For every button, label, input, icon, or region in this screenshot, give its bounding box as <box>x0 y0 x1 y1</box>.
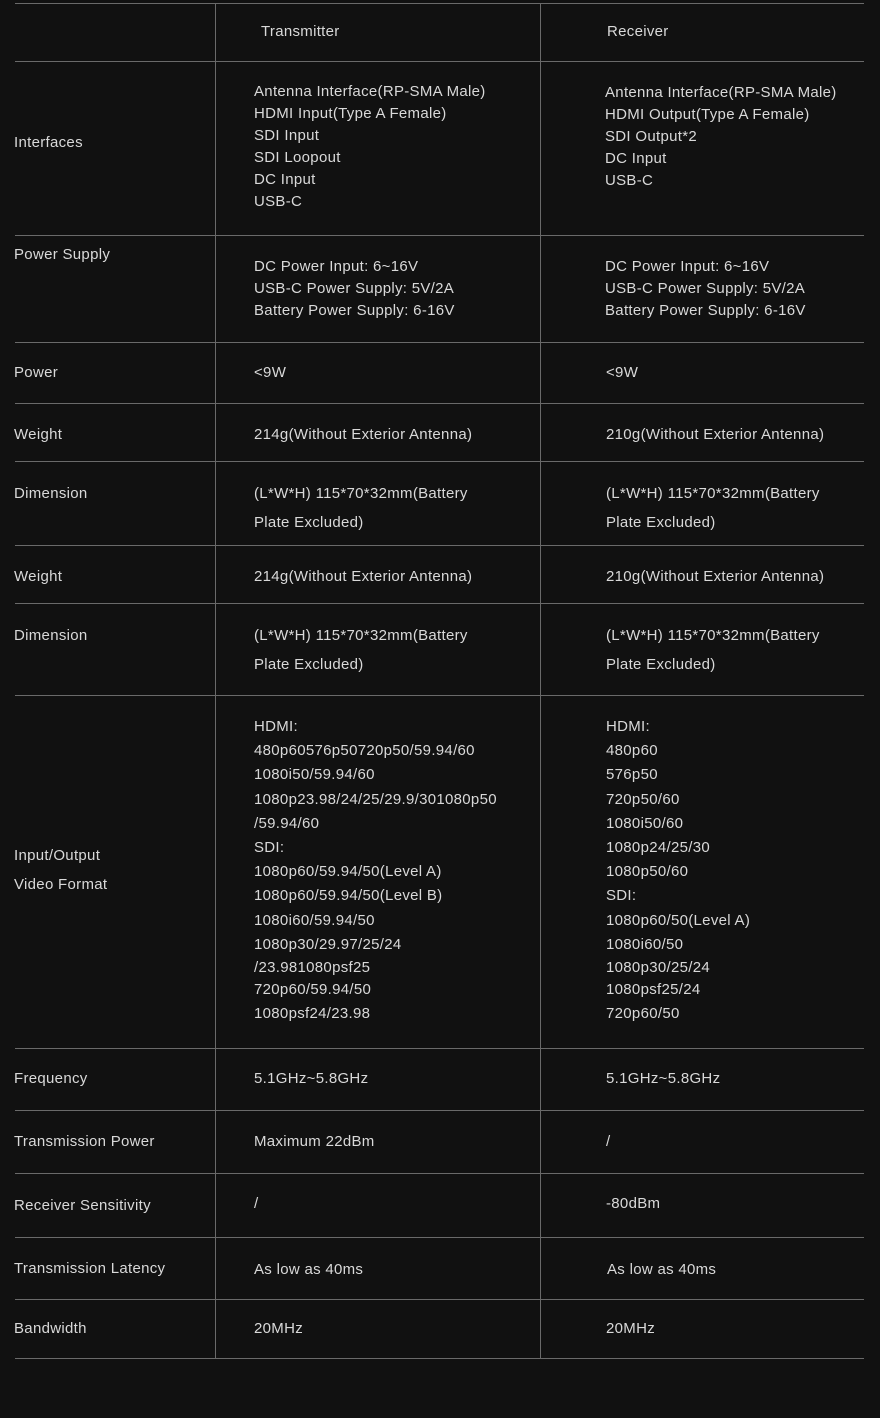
table-rule <box>15 461 864 462</box>
table-rule <box>15 342 864 343</box>
list-item: 1080p24/25/30 <box>606 838 710 856</box>
list-item: HDMI: <box>606 718 650 735</box>
transmission-latency-receiver: As low as 40ms <box>607 1261 717 1278</box>
interfaces-receiver <box>605 82 837 192</box>
row-label-line: Video Format <box>14 876 108 893</box>
table-rule <box>15 61 864 62</box>
table-rule <box>15 3 864 4</box>
row-label-frequency: Frequency <box>14 1070 88 1087</box>
list-item: DC Input <box>254 171 316 188</box>
list-item: HDMI: <box>254 718 298 735</box>
dimension-receiver <box>606 479 820 537</box>
list-item: 480p60576p50720p50/59.94/60 <box>254 742 475 760</box>
list-item: Battery Power Supply: 6-16V <box>254 302 455 319</box>
list-item: 1080i50/59.94/60 <box>254 766 375 784</box>
list-item: 720p50/60 <box>606 790 680 808</box>
row-label-bandwidth: Bandwidth <box>14 1320 87 1337</box>
list-item: USB-C <box>254 193 303 210</box>
dimension-transmitter <box>254 479 468 537</box>
weight-receiver: 210g(Without Exterior Antenna) <box>606 426 825 443</box>
row-label-weight: Weight <box>14 426 63 443</box>
column-divider <box>540 3 541 1359</box>
power-supply-receiver <box>605 256 806 322</box>
list-item: SDI Input <box>254 127 320 144</box>
list-item: Plate Excluded) <box>254 514 364 531</box>
table-rule <box>15 545 864 546</box>
list-item: (L*W*H) 115*70*32mm(Battery <box>606 485 820 502</box>
power-transmitter: <9W <box>254 364 287 381</box>
dimension-receiver <box>606 621 820 679</box>
list-item: HDMI Input(Type A Female) <box>254 105 447 122</box>
bandwidth-receiver: 20MHz <box>606 1320 656 1337</box>
row-label-dimension: Dimension <box>14 627 88 644</box>
list-item: DC Input <box>605 150 667 167</box>
bandwidth-transmitter: 20MHz <box>254 1320 304 1337</box>
list-item: Antenna Interface(RP-SMA Male) <box>605 84 837 101</box>
row-label-power: Power <box>14 364 59 381</box>
list-item: 1080psf25/24 <box>606 980 701 998</box>
row-label-dimension: Dimension <box>14 485 88 502</box>
list-item: 1080i60/50 <box>606 935 684 953</box>
row-label-video-format <box>14 841 107 899</box>
weight-receiver: 210g(Without Exterior Antenna) <box>606 568 825 585</box>
list-item: HDMI Output(Type A Female) <box>605 106 810 123</box>
table-rule <box>15 1237 864 1238</box>
list-item: /59.94/60 <box>254 814 320 832</box>
list-item: USB-C Power Supply: 5V/2A <box>605 280 806 297</box>
row-label-interfaces: Interfaces <box>14 134 83 151</box>
list-item: (L*W*H) 115*70*32mm(Battery <box>254 627 468 644</box>
header-transmitter: Transmitter <box>261 23 340 40</box>
dimension-transmitter <box>254 621 468 679</box>
list-item: /23.981080psf25 <box>254 958 371 976</box>
list-item: 1080p60/59.94/50(Level B) <box>254 887 443 905</box>
row-label-weight: Weight <box>14 568 63 585</box>
transmission-power-transmitter: Maximum 22dBm <box>254 1133 375 1150</box>
list-item: 1080i50/60 <box>606 814 684 832</box>
list-item: 1080p60/59.94/50(Level A) <box>254 863 442 881</box>
receiver-sensitivity-transmitter: / <box>254 1195 259 1212</box>
frequency-receiver: 5.1GHz~5.8GHz <box>606 1070 721 1087</box>
list-item: USB-C Power Supply: 5V/2A <box>254 280 455 297</box>
weight-transmitter: 214g(Without Exterior Antenna) <box>254 568 473 585</box>
table-rule <box>15 403 864 404</box>
video-format-receiver <box>606 715 750 1026</box>
list-item: SDI: <box>254 838 285 856</box>
video-format-transmitter <box>254 715 497 1026</box>
list-item: 1080p50/60 <box>606 863 689 881</box>
list-item: 1080p30/29.97/25/24 <box>254 935 402 953</box>
list-item: (L*W*H) 115*70*32mm(Battery <box>254 485 468 502</box>
table-rule <box>15 235 864 236</box>
list-item: 720p60/50 <box>606 1005 680 1023</box>
row-label-power-supply: Power Supply <box>14 246 111 263</box>
table-rule <box>15 1358 864 1359</box>
row-label-receiver-sensitivity: Receiver Sensitivity <box>14 1197 151 1214</box>
table-rule <box>15 1110 864 1111</box>
table-rule <box>15 1048 864 1049</box>
weight-transmitter: 214g(Without Exterior Antenna) <box>254 426 473 443</box>
list-item: USB-C <box>605 172 654 189</box>
row-label-transmission-latency: Transmission Latency <box>14 1260 166 1277</box>
table-rule <box>15 603 864 604</box>
transmission-latency-transmitter: As low as 40ms <box>254 1261 364 1278</box>
list-item: SDI Loopout <box>254 149 341 166</box>
row-label-line: Input/Output <box>14 847 101 864</box>
list-item: Plate Excluded) <box>254 656 364 673</box>
table-rule <box>15 695 864 696</box>
list-item: 576p50 <box>606 766 658 784</box>
power-supply-transmitter <box>254 256 455 322</box>
list-item: Antenna Interface(RP-SMA Male) <box>254 83 486 100</box>
interfaces-transmitter <box>254 81 486 213</box>
list-item: Plate Excluded) <box>606 514 716 531</box>
transmission-power-receiver: / <box>606 1133 611 1150</box>
receiver-sensitivity-receiver: -80dBm <box>606 1195 661 1212</box>
row-label-transmission-power: Transmission Power <box>14 1133 155 1150</box>
list-item: 720p60/59.94/50 <box>254 980 372 998</box>
table-rule <box>15 1299 864 1300</box>
list-item: DC Power Input: 6~16V <box>254 258 419 275</box>
list-item: (L*W*H) 115*70*32mm(Battery <box>606 627 820 644</box>
list-item: 1080p23.98/24/25/29.9/301080p50 <box>254 790 497 808</box>
list-item: Battery Power Supply: 6-16V <box>605 302 806 319</box>
list-item: 1080i60/59.94/50 <box>254 911 375 929</box>
list-item: 1080psf24/23.98 <box>254 1005 371 1023</box>
header-receiver: Receiver <box>607 23 669 40</box>
table-rule <box>15 1173 864 1174</box>
power-receiver: <9W <box>606 364 639 381</box>
list-item: DC Power Input: 6~16V <box>605 258 770 275</box>
list-item: SDI Output*2 <box>605 128 697 145</box>
list-item: SDI: <box>606 887 637 905</box>
list-item: 480p60 <box>606 742 658 760</box>
column-divider <box>215 3 216 1359</box>
frequency-transmitter: 5.1GHz~5.8GHz <box>254 1070 369 1087</box>
list-item: Plate Excluded) <box>606 656 716 673</box>
list-item: 1080p30/25/24 <box>606 958 710 976</box>
list-item: 1080p60/50(Level A) <box>606 911 751 929</box>
